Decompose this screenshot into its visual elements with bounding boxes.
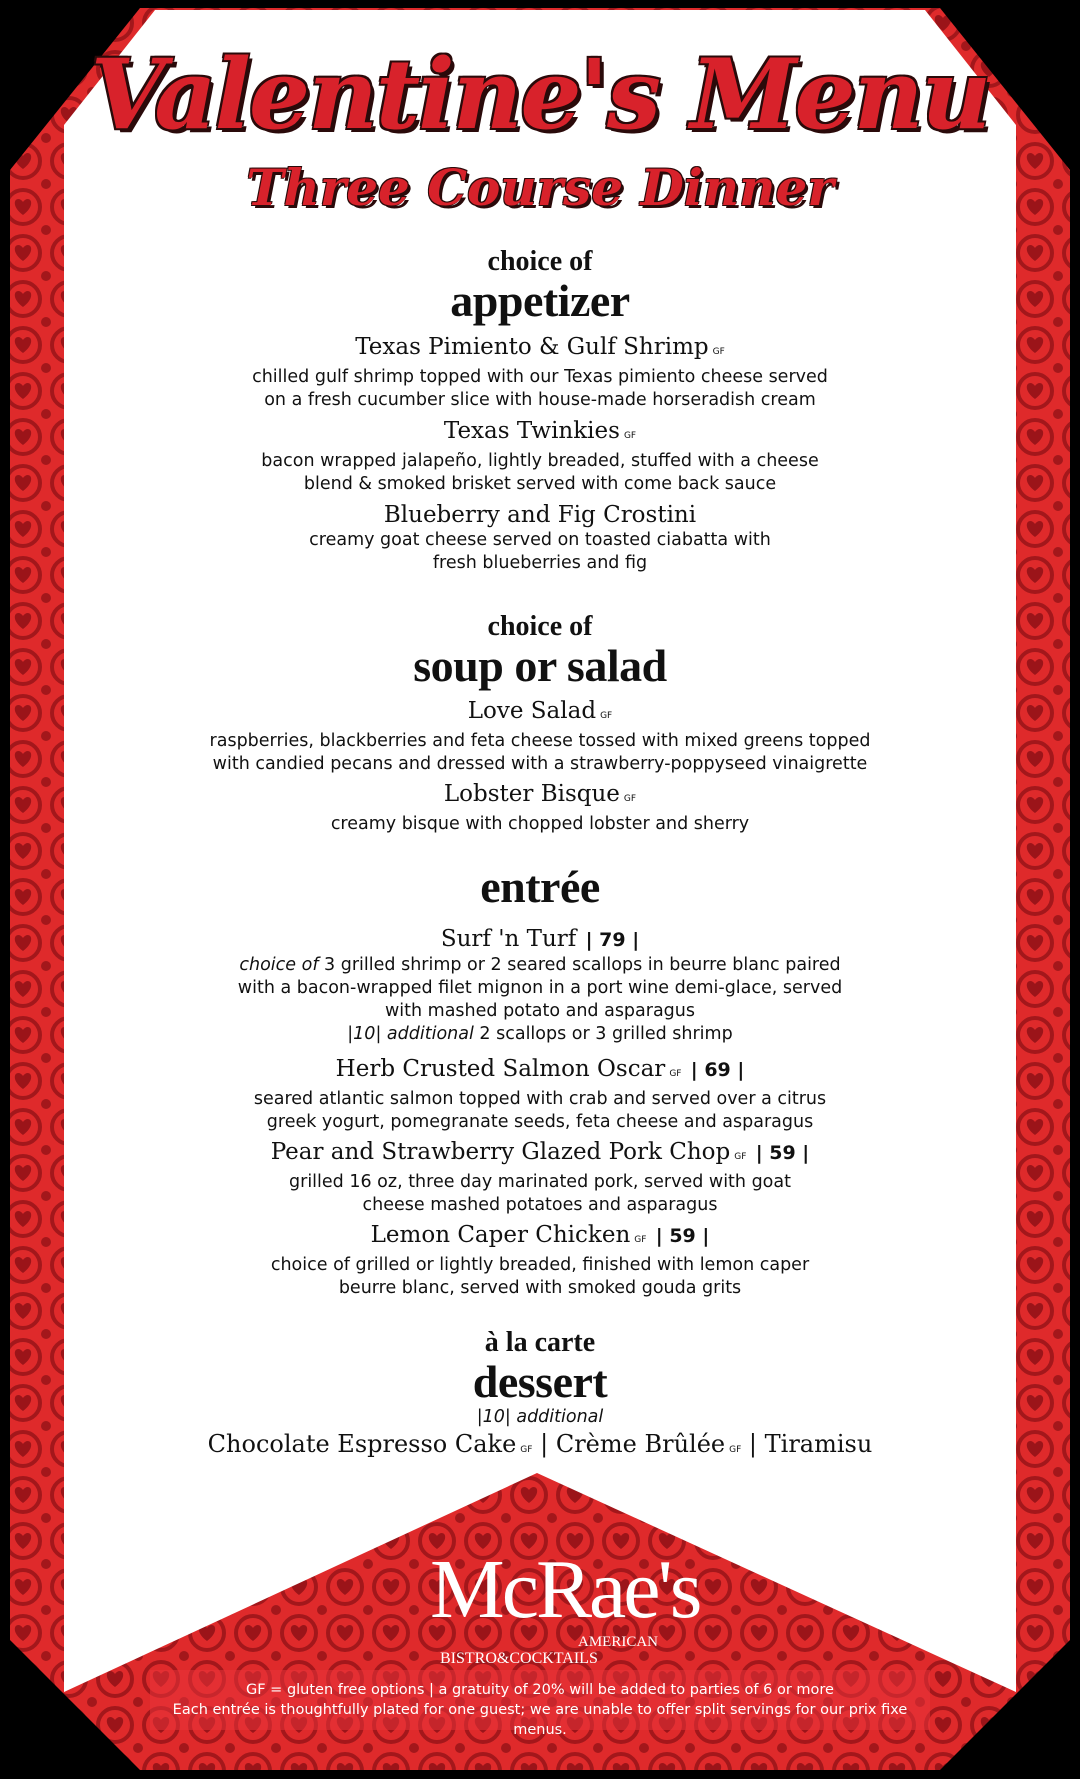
item-description: blend & smoked brisket served with come back sauce	[303, 474, 777, 494]
item-name: Texas Twinkies	[443, 418, 620, 444]
addon-label: additional	[386, 1024, 474, 1044]
dessert-item-name: Crème Brûlée	[555, 1430, 726, 1458]
menu-item	[180, 697, 900, 776]
item-price: | 59 |	[755, 1142, 810, 1164]
item-name: Blueberry and Fig Crostini	[383, 502, 697, 528]
logo-line-1: AMERICAN	[577, 1634, 658, 1650]
item-description: 3 grilled shrimp or 2 seared scallops in beurre blanc paired	[318, 955, 841, 975]
item-description: cheese mashed potatoes and asparagus	[362, 1195, 718, 1215]
logo-line-2: BISTRO&COCKTAILS	[440, 1650, 598, 1667]
gf-badge: GF	[623, 431, 637, 441]
soup-section-header	[200, 612, 880, 690]
gf-badge: GF	[669, 1069, 682, 1079]
entree-heading: entrée	[480, 861, 600, 912]
menu-item	[180, 780, 900, 836]
item-description: bacon wrapped jalapeño, lightly breaded, stuffed with a cheese	[261, 451, 819, 471]
item-description: greek yogurt, pomegranate seeds, feta cheese and asparagus	[266, 1112, 814, 1132]
dessert-price-note: |10| additional	[476, 1407, 604, 1427]
gf-badge: GF	[634, 1235, 647, 1245]
entree-section-header	[200, 863, 880, 911]
dessert-list	[150, 1429, 930, 1465]
dessert-heading: dessert	[472, 1356, 608, 1407]
gf-badge: GF	[734, 1152, 747, 1162]
appetizer-section-header	[200, 247, 880, 325]
item-name: Lobster Bisque	[443, 781, 620, 807]
item-description: seared atlantic salmon topped with crab and served over a citrus	[253, 1089, 827, 1109]
menu-item	[180, 1138, 900, 1217]
menu-item	[180, 501, 900, 575]
gf-badge: GF	[729, 1445, 742, 1455]
item-description: chilled gulf shrimp topped with our Texas pimiento cheese served	[252, 367, 828, 387]
menu-subtitle: Three Course Dinner	[246, 158, 834, 217]
item-price: | 79 |	[585, 929, 640, 951]
soup-heading: soup or salad	[413, 640, 667, 691]
dessert-item-name: Tiramisu	[764, 1430, 873, 1458]
item-description: on a fresh cucumber slice with house-made horseradish cream	[264, 390, 816, 410]
item-description: fresh blueberries and fig	[432, 553, 648, 573]
soup-pre: choice of	[487, 611, 593, 642]
item-name: Texas Pimiento & Gulf Shrimp	[355, 334, 709, 360]
footer-line-2: Each entrée is thoughtfully plated for one guest; we are unable to offer split servings for our prix fixe menus.	[172, 1702, 908, 1738]
item-description: with candied pecans and dressed with a strawberry-poppyseed vinaigrette	[212, 754, 868, 774]
choice-of-label: choice of	[239, 955, 319, 975]
item-name: Lemon Caper Chicken	[370, 1222, 631, 1248]
item-description: with mashed potato and asparagus	[384, 1001, 696, 1021]
logo-name: McRae's	[430, 1543, 700, 1636]
menu-item	[180, 1055, 900, 1134]
item-description: creamy bisque with chopped lobster and sherry	[330, 814, 750, 834]
dessert-separator: |	[540, 1430, 549, 1458]
gf-badge: GF	[520, 1445, 533, 1455]
restaurant-logo	[430, 1543, 700, 1667]
item-name: Love Salad	[467, 698, 597, 724]
item-description: choice of grilled or lightly breaded, finished with lemon caper	[270, 1255, 810, 1275]
item-description: raspberries, blackberries and feta cheese tossed with mixed greens topped	[209, 731, 871, 751]
addon-price: |10|	[347, 1024, 382, 1044]
item-name: Herb Crusted Salmon Oscar	[335, 1056, 666, 1082]
appetizer-heading: appetizer	[450, 275, 630, 326]
dessert-item-name: Chocolate Espresso Cake	[207, 1430, 517, 1458]
item-description: grilled 16 oz, three day marinated pork, served with goat	[289, 1172, 791, 1192]
footer-line-1: GF = gluten free options | a gratuity of 20% will be added to parties of 6 or more	[246, 1682, 834, 1698]
item-description: creamy goat cheese served on toasted ciabatta with	[309, 530, 771, 550]
footer-note	[150, 1680, 930, 1740]
appetizer-pre: choice of	[487, 246, 593, 277]
menu-item	[180, 1221, 900, 1300]
gf-badge: GF	[623, 794, 637, 804]
item-price: | 69 |	[690, 1059, 745, 1081]
gf-badge: GF	[600, 711, 613, 721]
item-name: Surf 'n Turf	[440, 926, 577, 952]
item-description: with a bacon-wrapped filet mignon in a port wine demi-glace, served	[237, 978, 843, 998]
dessert-separator: |	[748, 1430, 757, 1458]
menu-item	[180, 417, 900, 496]
menu-item	[180, 333, 900, 412]
dessert-pre: à la carte	[484, 1327, 596, 1358]
item-name: Pear and Strawberry Glazed Pork Chop	[270, 1139, 731, 1165]
item-description: beurre blanc, served with smoked gouda grits	[338, 1278, 742, 1298]
addon-text: 2 scallops or 3 grilled shrimp	[473, 1024, 733, 1044]
menu-title: Valentine's Menu	[90, 38, 990, 151]
dessert-section-header	[200, 1328, 880, 1429]
gf-badge: GF	[712, 347, 725, 357]
item-price: | 59 |	[655, 1225, 710, 1247]
menu-item	[180, 925, 900, 1046]
